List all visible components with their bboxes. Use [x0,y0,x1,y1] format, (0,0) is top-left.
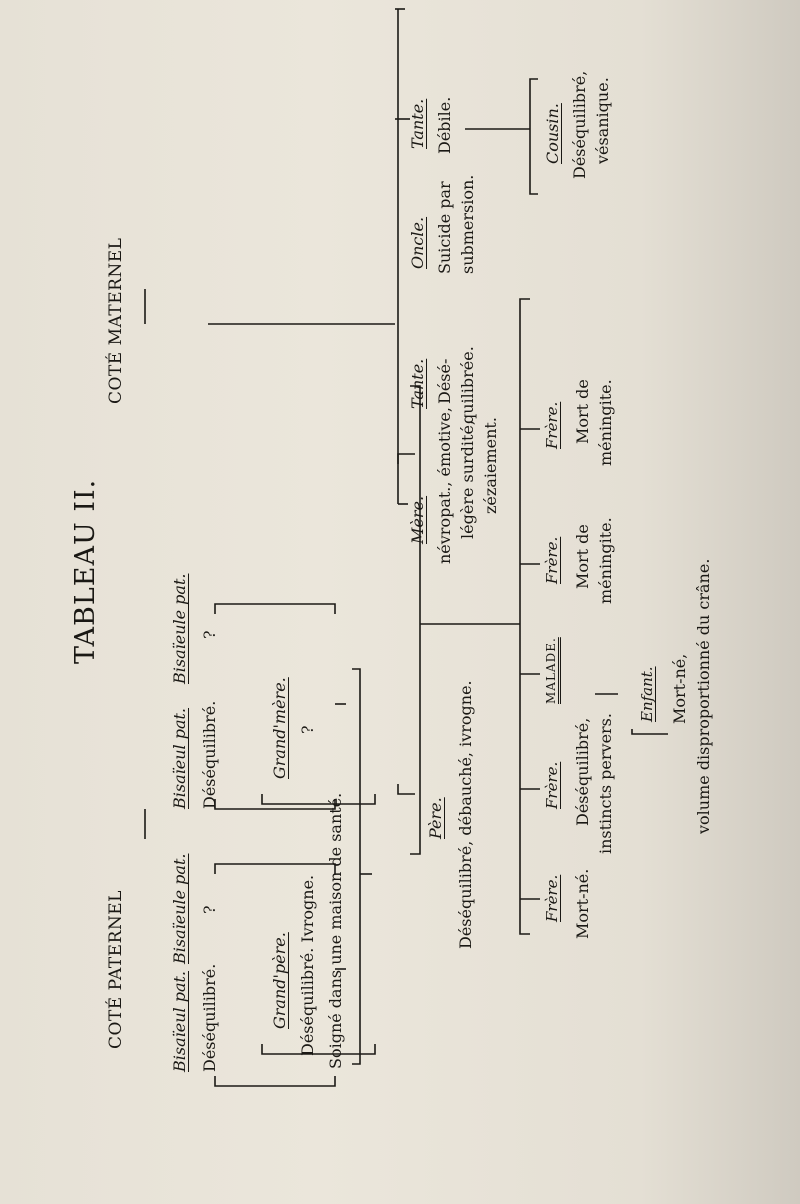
bracket-pere [398,784,415,794]
oncle-note-1: Suicide par [435,181,454,274]
bracket-enfant [632,729,668,734]
bracket-parents [410,386,420,854]
mere-label: Mère. [408,495,427,544]
bracket-children [520,299,530,934]
ancestor-2-note: ? [200,905,219,914]
page-title: TABLEAU II. [70,478,101,664]
tante-1-note-1: Désé- [435,358,454,404]
cousin-label: Cousin. [543,103,562,164]
child-1-note-1: Mort-né. [573,868,592,939]
cousin-note-2: vésanique. [593,77,612,164]
child-2-label: Frère. [543,761,561,809]
oncle-label: Oncle. [408,216,427,269]
bracket-ancestors-left-right [215,864,335,874]
heading-maternal: COTÉ MATERNEL [106,237,126,404]
heading-paternal: COTÉ PATERNEL [106,890,126,1049]
child-5-note-2: méningite. [596,379,615,466]
grandmere-label: Grand'mère. [270,677,289,779]
mere-note-2: légère surdité, [458,419,477,539]
pere-label: Père. [426,797,445,839]
ancestor-1-note: Déséquilibré. [200,963,219,1072]
enfant-note-1: Mort-né, [670,653,689,724]
mere-note-1: névropat., émotive, [435,407,454,564]
mere-note-3: zézaiement. [481,417,500,514]
child-4-note-2: méningite. [596,517,615,604]
child-4-label: Frère. [543,536,561,584]
child-1-label: Frère. [543,874,561,922]
bracket-pere-right [398,454,415,464]
child-5-note-1: Mort de [573,379,592,444]
bracket-grandmere [262,794,375,804]
pere-note: Déséquilibré, débauché, ivrogne. [456,680,475,949]
cousin-note-1: Déséquilibré, [570,70,589,179]
tante-2-note: Débile. [435,96,454,154]
ancestor-3-note: Déséquilibré. [200,700,219,809]
grandpere-note-1: Déséquilibré. Ivrogne. [298,874,317,1056]
grandpere-label: Grand'père. [270,932,289,1029]
child-2-note-2: instincts pervers. [596,713,615,854]
bracket-ancestors-left [215,1076,335,1086]
tante-1-label: Tante. [408,358,427,409]
enfant-note-2: volume disproportionné du crâne. [694,558,713,834]
bracket-ancestors-right-right [215,604,335,614]
ancestor-3-label: Bisaïeul pat. [170,707,189,809]
child-2-note-1: Déséquilibré, [573,717,592,826]
ancestor-4-note: ? [200,630,219,639]
oncle-note-2: submersion. [458,174,477,274]
child-4-note-1: Mort de [573,524,592,589]
bracket-cousin [530,79,538,194]
child-3-label: MALADE. [544,637,558,704]
tante-1-note-2: quilibrée. [458,346,477,424]
ancestor-4-label: Bisaïeule pat. [170,573,189,684]
enfant-label: Enfant. [638,666,656,722]
bracket-grandpere [262,1044,375,1054]
grandmere-note: ? [298,725,317,734]
ancestor-2-label: Bisaïeule pat. [170,853,189,964]
bracket-grandparents-pair [352,669,360,1064]
grandpere-note-2: Soigné dans une maison de santé. [326,792,345,1069]
tante-2-label: Tante. [408,98,427,149]
ancestor-1-label: Bisaïeul pat. [170,970,189,1072]
child-5-label: Frère. [543,401,561,449]
